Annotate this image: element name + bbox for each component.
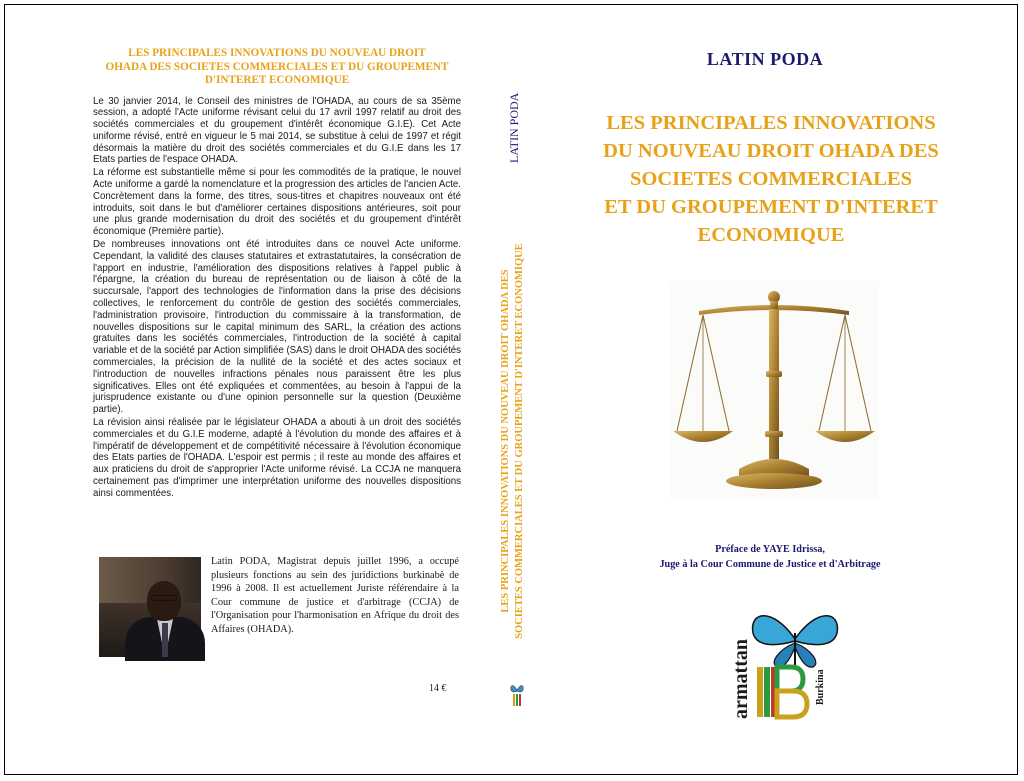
preface-line: Préface de YAYE Idrissa,: [715, 544, 825, 555]
front-title-line: ET DU GROUPEMENT D'INTERET: [604, 196, 938, 218]
spine-author: LATIN PODA: [507, 92, 521, 163]
front-title-line: SOCIETES COMMERCIALES: [630, 168, 912, 190]
spine-butterfly-icon: [510, 681, 524, 707]
blurb-paragraph-1: Le 30 janvier 2014, le Conseil des ministres de l'OHADA, au cours de sa 35ème session, a adopté l'Acte uniforme révisant celui du 17 avril 1997 relatif au droit des sociétés commerciales et du groupement d'intérêt économique G.I.E). Cet Acte uniforme révisé, entré en vigueur le 5 mai 2014, se substitue à celui de 1997 et régit désormais la matière du droit des sociétés commerciales et du G.I.E dans les 17 Etats parties de l'espace OHADA.: [93, 95, 461, 166]
back-title-line: LES PRINCIPALES INNOVATIONS DU NOUVEAU DROIT: [128, 47, 426, 59]
publisher-name-text: armattan: [730, 639, 752, 719]
butterfly-icon: [753, 616, 838, 667]
spine-title: [499, 241, 535, 641]
blurb-paragraph-2: La réforme est substantielle même si pour les commodités de la pratique, le nouvel Acte uniforme a gardé la nomenclature et la progression des articles de l'ancien Acte. Concrètement dans la forme, des titres, sous-titres et chapitres nouveaux ont été introduits, soit dans le but d'améliorer certaines dispositions antérieures, soit pour une plus grande modernisation du droit des sociétés et du groupement d'intérêt économique (Première partie).: [93, 167, 461, 238]
author-photo: [99, 557, 201, 657]
blurb-paragraph-4: La révision ainsi réalisée par le législateur OHADA a abouti à un droit des sociétés commerciales et du G.I.E moderne, adapté à l'évolution du monde des affaires et à l'impératif de développement et de compétitivité nécessaire à l'évolution économique des Etats parties de l'OHADA. L'espoir est permis ; il reste au monde des affaires et aux praticiens du droit de s'approprier l'Acte uniforme révisé. La CCJA ne manquera certainement pas d'imprimer une interprétation uniforme des nouvelles dispositions ainsi commentées.: [93, 417, 461, 499]
back-title-line: D'INTERET ECONOMIQUE: [204, 74, 350, 86]
front-title-line: ECONOMIQUE: [697, 224, 845, 246]
preface-credit: [605, 543, 935, 572]
front-cover-title: [571, 109, 971, 249]
spine-title-line: SOCIETES COMMERCIALES ET DU GROUPEMENT D'INTERET ECONOMIQUE: [514, 243, 525, 639]
publisher-logo: [730, 605, 843, 721]
back-cover: [93, 47, 461, 501]
preface-line: Juge à la Cour Commune de Justice et d'Arbitrage: [659, 558, 881, 570]
publisher-subtext: Burkina: [815, 669, 826, 705]
publisher-b-mark: [757, 667, 807, 717]
book-cover-spread: [4, 4, 1018, 775]
blurb-paragraph-3: De nombreuses innovations ont été introduites dans ce nouvel Acte uniforme. Cependant, la validité des clauses statutaires et extrastatutaires, la consécration de l'apport en industrie, l'amélioration des dispositions relatives à l'appel public à l'épargne, la création du bureau de représentation ou de liaison à côté de la succursale, l'apport des technologies de l'information dans la prise des décisions collectives, le renforcement du contrôle de gestion des sociétés commerciales, l'administration provisoire, l'introduction du commissaire à la transformation, de nouvelles dispositions sur le capital minimum des SARL, la création des actions gratuites dans les sociétés commerciales, l'introduction de la société à capital variable et de la société par Action simplifiée (SAS) dans le droit OHADA des sociétés commerciales, la précision de la nullité de la société et des actes sociaux et l'introduction de nouvelles infractions pénales nous paraissent être les plus significatives. Elles ont été expliquées et commentées, au besoin à l'appui de la jurisprudence existante ou d'une opinion personnelle sur la question (Deuxième partie).: [93, 239, 461, 416]
front-cover-author: LATIN PODA: [706, 49, 824, 69]
back-cover-title: [93, 47, 461, 88]
back-title-line: OHADA DES SOCIETES COMMERCIALES ET DU GROUPEMENT: [105, 60, 449, 73]
author-block: [93, 553, 461, 663]
author-bio: Latin PODA, Magistrat depuis juillet 1996, a occupé plusieurs fonctions au sein des juridictions burkinabè de 1996 à 2008. Il est actuellement Juriste référendaire à la Cour commune de justice et d'arbitrage (CCJA) de l'Organisation pour l'harmonisation en Afrique du droit des Affaires (OHADA).: [211, 556, 459, 635]
front-title-line: DU NOUVEAU DROIT OHADA DES: [603, 140, 939, 162]
scales-of-justice-icon: [669, 281, 879, 499]
front-title-line: LES PRINCIPALES INNOVATIONS: [606, 112, 936, 134]
price-label: 14 €: [429, 683, 447, 694]
spine-title-line: LES PRINCIPALES INNOVATIONS DU NOUVEAU DROIT OHADA DES: [500, 269, 511, 613]
